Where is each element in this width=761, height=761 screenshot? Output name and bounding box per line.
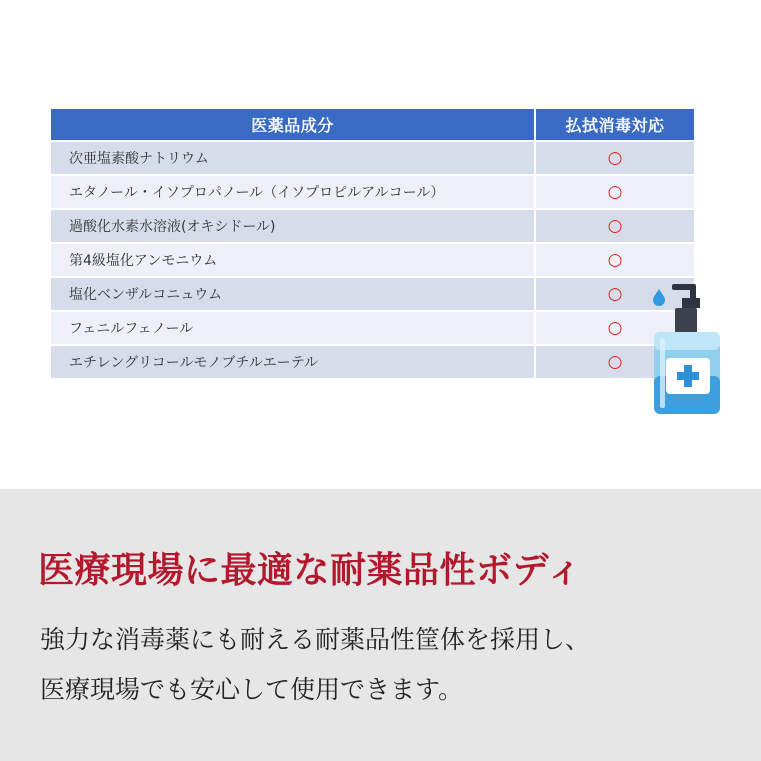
feature-description — [40, 615, 740, 715]
ingredient-name: エチレングリコールモノブチルエーテル — [51, 345, 535, 378]
feature-headline: 医療現場に最適な耐薬品性ボディ — [38, 550, 583, 591]
compatibility-mark: ○ — [535, 311, 694, 345]
table-row — [51, 277, 694, 311]
compatibility-mark: ○ — [535, 175, 694, 209]
compatibility-mark: ○ — [535, 277, 694, 311]
header-ingredient: 医薬品成分 — [51, 109, 535, 141]
table-row — [51, 311, 694, 345]
table-row — [51, 345, 694, 378]
ingredient-name: 過酸化水素水溶液(オキシドール) — [51, 209, 535, 243]
compatibility-mark: ○ — [535, 345, 694, 378]
feature-description-line: 強力な消毒薬にも耐える耐薬品性筐体を採用し、 — [40, 625, 591, 654]
table-row — [51, 243, 694, 277]
compatibility-mark: ○ — [535, 243, 694, 277]
ingredient-name: フェニルフェノール — [51, 311, 535, 345]
sanitizer-bottle-icon — [646, 280, 726, 416]
table-row — [51, 175, 694, 209]
ingredient-name: エタノール・イソプロパノール（イソプロピルアルコール） — [51, 175, 535, 209]
ingredient-name: 第4級塩化アンモニウム — [51, 243, 535, 277]
chemical-resistance-table — [51, 109, 694, 378]
feature-description-line: 医療現場でも安心して使用できます。 — [40, 675, 464, 704]
table-row — [51, 141, 694, 175]
table-header-row — [51, 109, 694, 141]
ingredient-name: 塩化ベンザルコニュウム — [51, 277, 535, 311]
ingredient-name: 次亜塩素酸ナトリウム — [51, 141, 535, 175]
chemical-resistance-table-container — [51, 109, 694, 378]
compatibility-mark: ○ — [535, 141, 694, 175]
table-row — [51, 209, 694, 243]
header-wipe-disinfection: 払拭消毒対応 — [535, 109, 694, 141]
compatibility-mark: ○ — [535, 209, 694, 243]
